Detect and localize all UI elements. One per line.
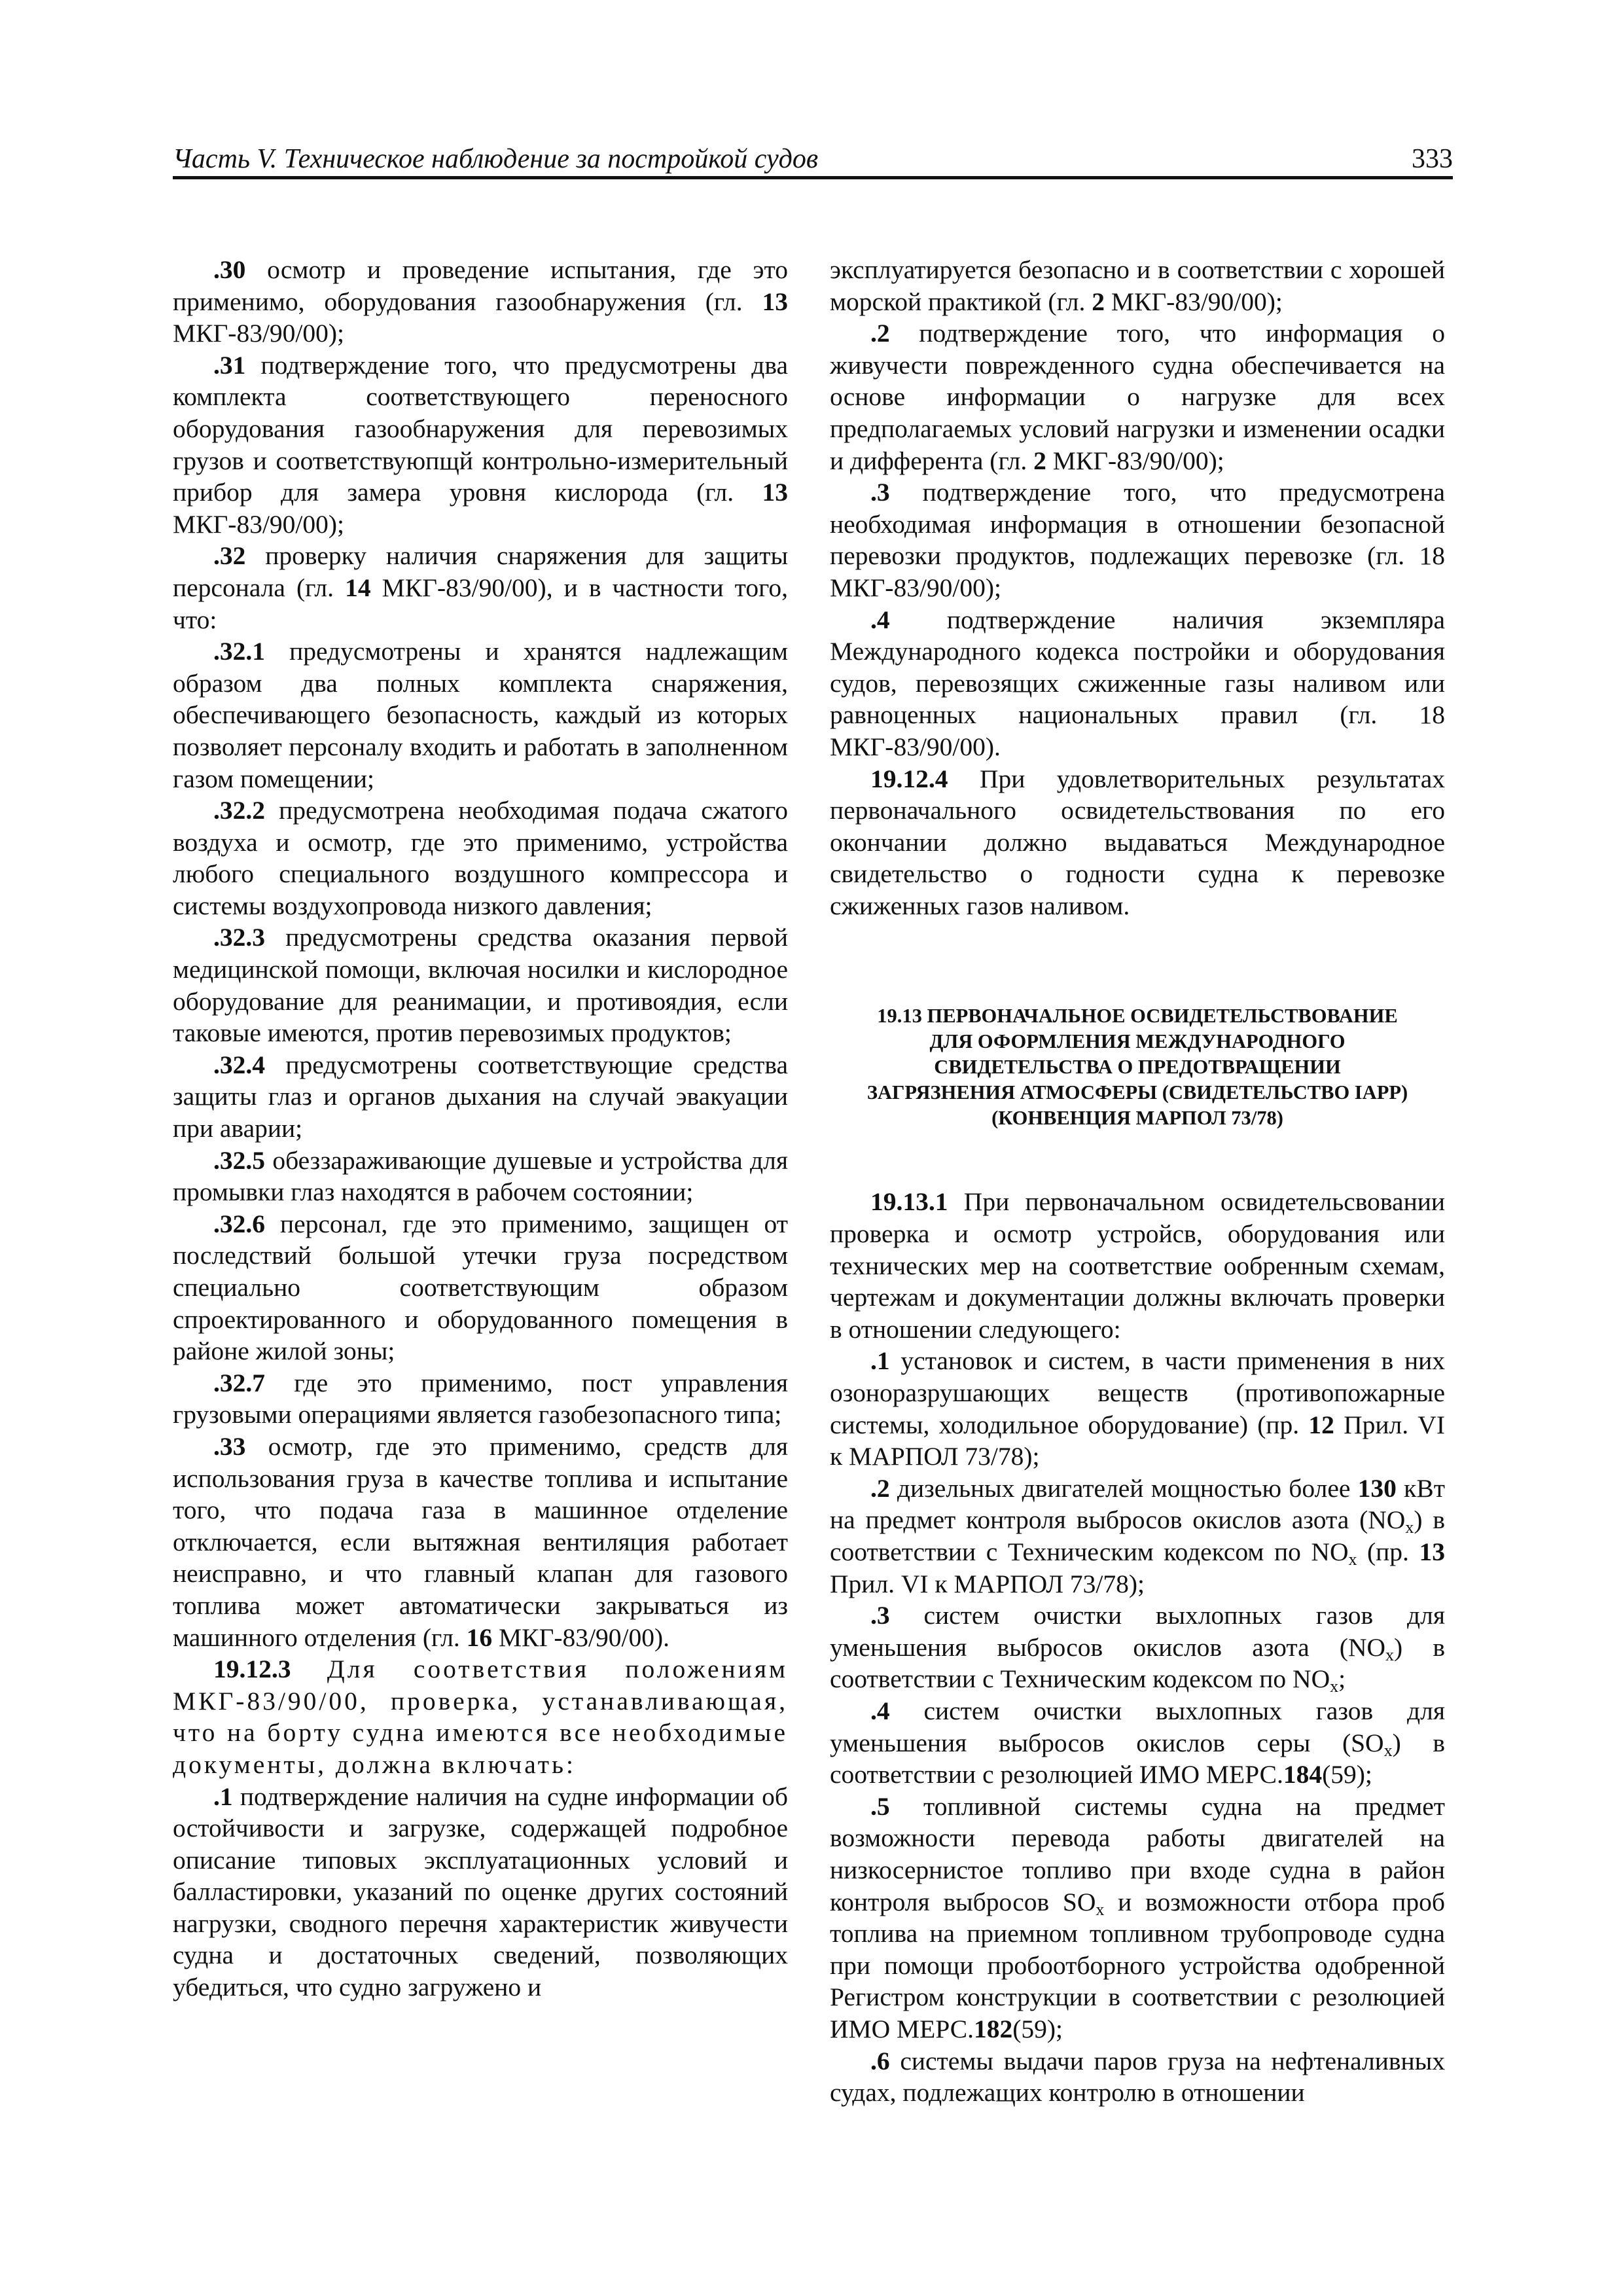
- paragraph: .32.4 предусмотрены соответствующие средства защиты глаз и органов дыхания на случай эвакуации при аварии;: [173, 1050, 788, 1143]
- running-header: [173, 134, 1453, 179]
- left-column: [173, 254, 788, 2003]
- paragraph: .2 подтверждение того, что информация о живучести поврежденного судна обеспечивается на основе информации о нагрузке для всех предполагаемых условий нагрузки и изменении осадки и дифферента (гл. 2 МКГ-83/90/00);: [830, 319, 1445, 475]
- paragraph: .1 установок и систем, в части применения в них озоноразрушающих веществ (противопожарные системы, холодильное оборудование) (пр. 12 Прил. VI к МАРПОЛ 73/78);: [830, 1346, 1445, 1471]
- paragraph: .32 проверку наличия снаряжения для защиты персонала (гл. 14 МКГ-83/90/00), и в частности того, что:: [173, 541, 788, 634]
- right-column: [830, 254, 1445, 2109]
- paragraph: .32.3 предусмотрены средства оказания первой медицинской помощи, включая носилки и кислородное оборудование для реанимации, и противоядия, если таковые имеются, против перевозимых продуктов;: [173, 923, 788, 1048]
- paragraph: .32.5 обеззараживающие душевые и устройства для промывки глаз находятся в рабочем состоянии;: [173, 1145, 788, 1207]
- paragraph: .33 осмотр, где это применимо, средств для использования груза в качестве топлива и испытание того, что подача газа в машинное отделение отключается, если вытяжная вентиляция работает неисправно, и что главный клапан для газового топлива может автоматически закрываться из машинного отделения (гл. 16 МКГ-83/90/00).: [173, 1431, 788, 1652]
- paragraph: .5 топливной системы судна на предмет возможности перевода работы двигателей на низкосернистое топливо при входе судна в район контроля выбросов $SO_x$ и возможности отбора проб топлива на приемном топливном трубопроводе судна при помощи пробоотборного устройства одобренной Регистром конструкции в соответствии с резолюцией ИМО МЕРС.182(59);: [830, 1791, 1445, 2043]
- paragraph: .32.6 персонал, где это применимо, защищен от последствий большой утечки груза посредством специально соответствующим образом спроектированного и оборудованного помещения в районе жилой зоны;: [173, 1209, 788, 1366]
- paragraph: .32.1 предусмотрены и хранятся надлежащим образом два полных комплекта снаряжения, обеспечивающего безопасность, каждый из которых позволяет персоналу входить и работать в заполненном газом помещении;: [173, 637, 788, 793]
- running-header-title: Часть V. Техническое наблюдение за постройкой судов: [173, 144, 819, 174]
- paragraph: .4 подтверждение наличия экземпляра Международного кодекса постройки и оборудования судов, перевозящих сжиженные газы наливом или равноценных национальных правил (гл. 18 МКГ-83/90/00).: [830, 605, 1445, 761]
- paragraph: .31 подтверждение того, что предусмотрены два комплекта соответствующего переносного оборудования газообнаружения для перевозимых грузов и соответствуюпщй контрольно-измерительный прибор для замера уровня кислорода (гл. 13 МКГ-83/90/00);: [173, 350, 788, 539]
- paragraph: .1 подтверждение наличия на судне информации об остойчивости и загрузке, содержащей подробное описание типовых эксплуатационных условий и балластировки, указаний по оценке других состояний нагрузки, сводного перечня характеристик живучести судна и достаточных сведений, позволяющих убедиться, что судно загружено и: [173, 1782, 788, 2002]
- paragraph: .2 дизельных двигателей мощностью более 130 кВт на предмет контроля выбросов окислов азота $(NO_x)$ в соответствии с Техническим кодексом по $NO_x$ (пр. 13 Прил. VI к МАРПОЛ 73/78);: [830, 1473, 1445, 1598]
- paragraph: .3 подтверждение того, что предусмотрена необходимая информация в отношении безопасной перевозки продуктов, подлежащих перевозке (гл. 18 МКГ-83/90/00);: [830, 478, 1445, 602]
- paragraph: 19.12.4 При удовлетворительных результатах первоначального освидетельствования по его окончании должно выдаваться Международное свидетельство о годности судна к перевозке сжиженных газов наливом.: [830, 764, 1445, 920]
- paragraph: .32.2 предусмотрена необходимая подача сжатого воздуха и осмотр, где это применимо, устройства любого специального воздушного компрессора и системы воздухопровода низкого давления;: [173, 796, 788, 920]
- paragraph: 19.12.3 Для соответствия положениям МКГ-83/90/00, проверка, устанавливающая, что на борту судна имеются все необходимые документы, должна включать:: [173, 1655, 788, 1779]
- paragraph: .6 системы выдачи паров груза на нефтеналивных судах, подлежащих контролю в отношении: [830, 2046, 1445, 2108]
- paragraph: эксплуатируется безопасно и в соответствии с хорошей морской практикой (гл. 2 МКГ-83/90/00);: [830, 255, 1445, 316]
- paragraph: 19.13.1 При первоначальном освидетельсвовании проверка и осмотр устройсв, оборудования или технических мер на соответствие ообренным схемам, чертежам и документации должны включать проверки в отношении следующего:: [830, 1187, 1445, 1344]
- paragraph: .32.7 где это применимо, пост управления грузовыми операциями является газобезопасного типа;: [173, 1368, 788, 1429]
- paragraph: .3 систем очистки выхлопных газов для уменьшения выбросов окислов азота $(NO_x)$ в соответствии с Техническим кодексом по $NO_x$;: [830, 1601, 1445, 1696]
- page-number: 333: [1412, 144, 1453, 174]
- paragraph: .30 осмотр и проведение испытания, где это применимо, оборудования газообнаружения (гл. 13 МКГ-83/90/00);: [173, 255, 788, 348]
- paragraph: .4 систем очистки выхлопных газов для уменьшения выбросов окислов серы $(SO_x)$ в соответствии с резолюцией ИМО МЕРС.184(59);: [830, 1696, 1445, 1789]
- section-heading: 19.13 ПЕРВОНАЧАЛЬНОЕ ОСВИДЕТЕЛЬСТВОВАНИЕ ДЛЯ ОФОРМЛЕНИЯ МЕЖДУНАРОДНОГО СВИДЕТЕЛЬСТВА О ПРЕДОТВРАЩЕНИИ ЗАГРЯЗНЕНИЯ АТМОСФЕРЫ (СВИДЕТЕЛЬСТВО IAPP) (КОНВЕНЦИЯ МАРПОЛ 73/78): [866, 1005, 1408, 1130]
